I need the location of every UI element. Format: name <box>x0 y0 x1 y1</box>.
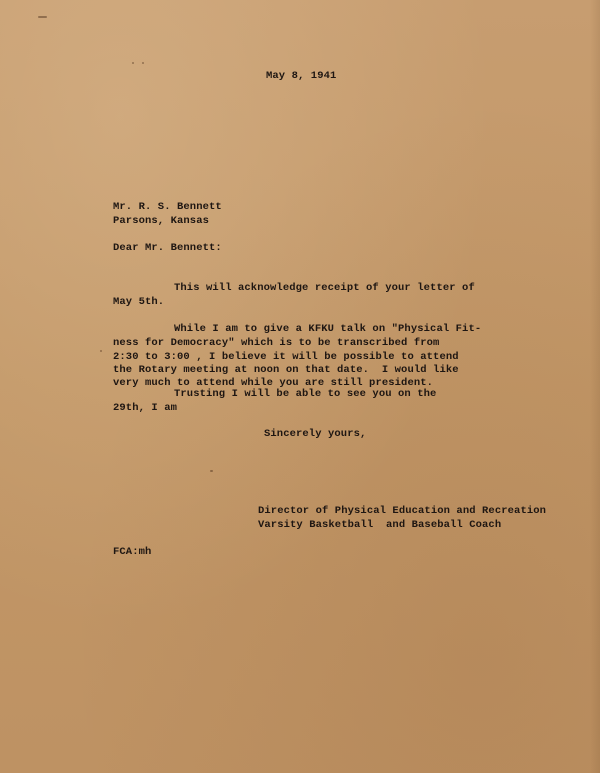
paragraph-2-line-5: very much to attend while you are still president. <box>113 377 434 389</box>
paper-mark <box>210 470 213 472</box>
paragraph-2-line-3: 2:30 to 3:00 , I believe it will be possible to attend <box>113 351 459 363</box>
paragraph-2-line-4: the Rotary meeting at noon on that date. I would like <box>113 364 459 376</box>
paper-mark <box>100 350 102 352</box>
paragraph-3-line-1: Trusting I will be able to see you on the <box>174 388 437 400</box>
paragraph-1-line-1: This will acknowledge receipt of your letter of <box>174 282 475 294</box>
letter-date: May 8, 1941 <box>266 70 337 82</box>
recipient-name: Mr. R. S. Bennett <box>113 201 222 213</box>
recipient-location: Parsons, Kansas <box>113 215 210 227</box>
paragraph-3-line-2: 29th, I am <box>113 402 178 414</box>
paragraph-2-line-2: ness for Democracy" which is to be transcribed from <box>113 337 440 349</box>
paper-mark <box>132 62 134 64</box>
salutation: Dear Mr. Bennett: <box>113 242 222 254</box>
page-edge-shadow <box>590 0 600 773</box>
paragraph-1-line-2: May 5th. <box>113 296 165 308</box>
paragraph-2-line-1: While I am to give a KFKU talk on "Physical Fit- <box>174 323 482 335</box>
paper-mark <box>142 62 144 64</box>
closing: Sincerely yours, <box>264 428 367 440</box>
paper-mark <box>38 16 47 18</box>
signature-title-line-2: Varsity Basketball and Baseball Coach <box>258 519 502 531</box>
reference-initials: FCA:mh <box>113 546 152 558</box>
signature-title-line-1: Director of Physical Education and Recreation <box>258 505 547 517</box>
